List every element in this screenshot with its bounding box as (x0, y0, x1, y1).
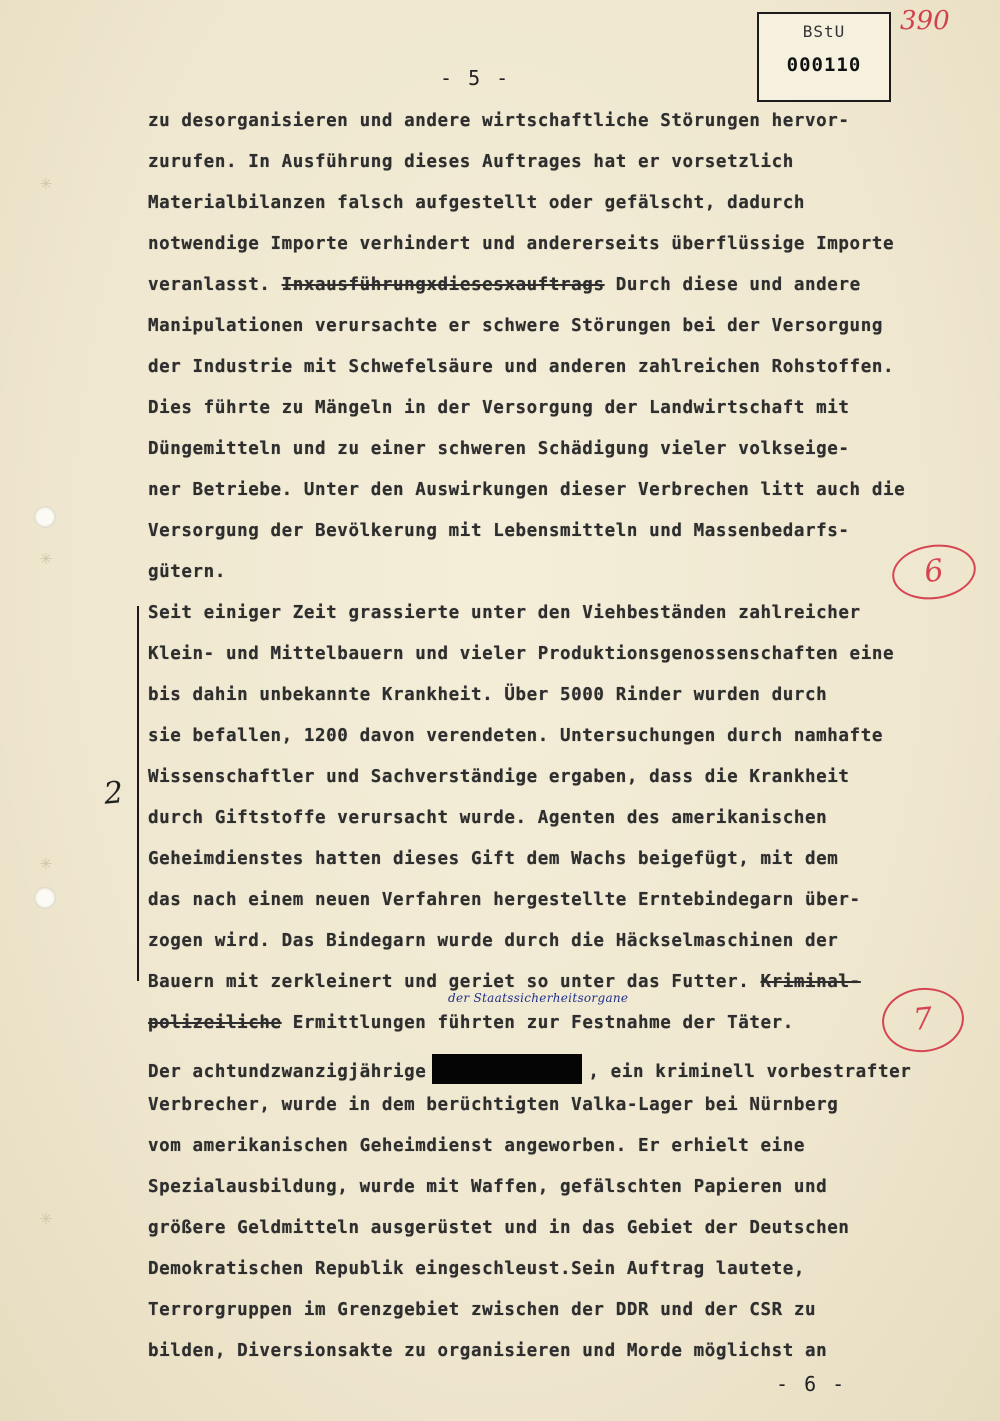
paper-damage: ✳ (40, 170, 53, 194)
text-line: Demokratischen Republik eingeschleust.Sein Auftrag lautete, (148, 1259, 806, 1279)
text-segment: Der achtundzwanzigjährige (148, 1062, 427, 1082)
text-line: der Industrie mit Schwefelsäure und anderen zahlreichen Rohstoffen. (148, 357, 895, 377)
handwritten-insertion: der Staatssicherheitsorgane (448, 991, 629, 1005)
text-line: durch Giftstoffe verursacht wurde. Agenten des amerikanischen (148, 808, 828, 828)
text-line: Versorgung der Bevölkerung mit Lebensmitteln und Massenbedarfs- (148, 521, 850, 541)
text-line: größere Geldmitteln ausgerüstet und in das Gebiet der Deutschen (148, 1218, 850, 1238)
text-segment: veranlasst. (148, 275, 271, 295)
text-line: Wissenschaftler und Sachverständige ergaben, dass die Krankheit (148, 767, 850, 787)
text-line: sie befallen, 1200 davon verendeten. Untersuchungen durch namhafte (148, 726, 883, 746)
text-line: gütern. (148, 562, 226, 582)
text-segment: Ermittlungen führten zur Festnahme der Täter. (292, 1013, 794, 1033)
text-line (148, 972, 861, 992)
text-line (148, 275, 861, 295)
punch-hole (34, 887, 56, 909)
text-line: Verbrecher, wurde in dem berüchtigten Valka-Lager bei Nürnberg (148, 1095, 839, 1115)
text-line: ner Betriebe. Unter den Auswirkungen dieser Verbrechen litt auch die (148, 480, 906, 500)
text-line: vom amerikanischen Geheimdienst angeworben. Er erhielt eine (148, 1136, 806, 1156)
page-number-bottom: - 6 - (776, 1372, 847, 1396)
archive-page-number: 390 (900, 6, 950, 36)
handwritten-circled-6: 6 (889, 539, 980, 604)
text-line (148, 1054, 911, 1084)
text-line: zurufen. In Ausführung dieses Auftrages hat er vorsetzlich (148, 152, 794, 172)
text-line: Spezialausbildung, wurde mit Waffen, gefälschten Papieren und (148, 1177, 828, 1197)
text-line: bilden, Diversionsakte zu organisieren und Morde möglichst an (148, 1341, 828, 1361)
paper-damage: ✳ (40, 850, 53, 874)
text-line: Terrorgruppen im Grenzgebiet zwischen der DDR und der CSR zu (148, 1300, 817, 1320)
handwritten-margin-mark: 2 (102, 775, 125, 812)
struck-text: Kriminal- (760, 972, 861, 992)
text-line: zogen wird. Das Bindegarn wurde durch die Häckselmaschinen der (148, 931, 839, 951)
text-line: das nach einem neuen Verfahren hergestellte Erntebindegarn über- (148, 890, 861, 910)
text-line: zu desorganisieren und andere wirtschaftliche Störungen hervor- (148, 111, 850, 131)
paper-damage: ✳ (40, 545, 53, 569)
redaction-block (432, 1054, 582, 1084)
stamp-number: 000110 (786, 54, 862, 76)
text-line: bis dahin unbekannte Krankheit. Über 5000 Rinder wurden durch (148, 685, 828, 705)
text-line: Klein- und Mittelbauern und vieler Produktionsgenossenschaften eine (148, 644, 895, 664)
paper-damage: ✳ (40, 1205, 53, 1229)
text-line: Seit einiger Zeit grassierte unter den Viehbeständen zahlreicher (148, 603, 861, 623)
text-segment: , ein kriminell vorbestrafter (588, 1062, 912, 1082)
text-line: notwendige Importe verhindert und andererseits überflüssige Importe (148, 234, 895, 254)
bstu-archive-stamp (757, 12, 891, 102)
stamp-agency: BStU (802, 22, 846, 41)
handwritten-circled-7: 7 (879, 984, 967, 1056)
margin-bracket-line (137, 606, 139, 981)
struck-text: Inxausführungxdiesesxauftrags (281, 275, 605, 295)
text-segment: Bauern mit zerkleinert und geriet so unter das Futter. (148, 972, 750, 992)
page-number-top: - 5 - (440, 66, 511, 90)
text-segment: Durch diese und andere (604, 275, 861, 295)
text-line: Dies führte zu Mängeln in der Versorgung der Landwirtschaft mit (148, 398, 850, 418)
text-line: Manipulationen verursachte er schwere Störungen bei der Versorgung (148, 316, 883, 336)
punch-hole (34, 506, 56, 528)
text-line (148, 1013, 794, 1033)
struck-text: polizeiliche (148, 1013, 282, 1033)
text-line: Geheimdienstes hatten dieses Gift dem Wachs beigefügt, mit dem (148, 849, 839, 869)
text-line: Düngemitteln und zu einer schweren Schädigung vieler volkseige- (148, 439, 850, 459)
text-line: Materialbilanzen falsch aufgestellt oder gefälscht, dadurch (148, 193, 806, 213)
